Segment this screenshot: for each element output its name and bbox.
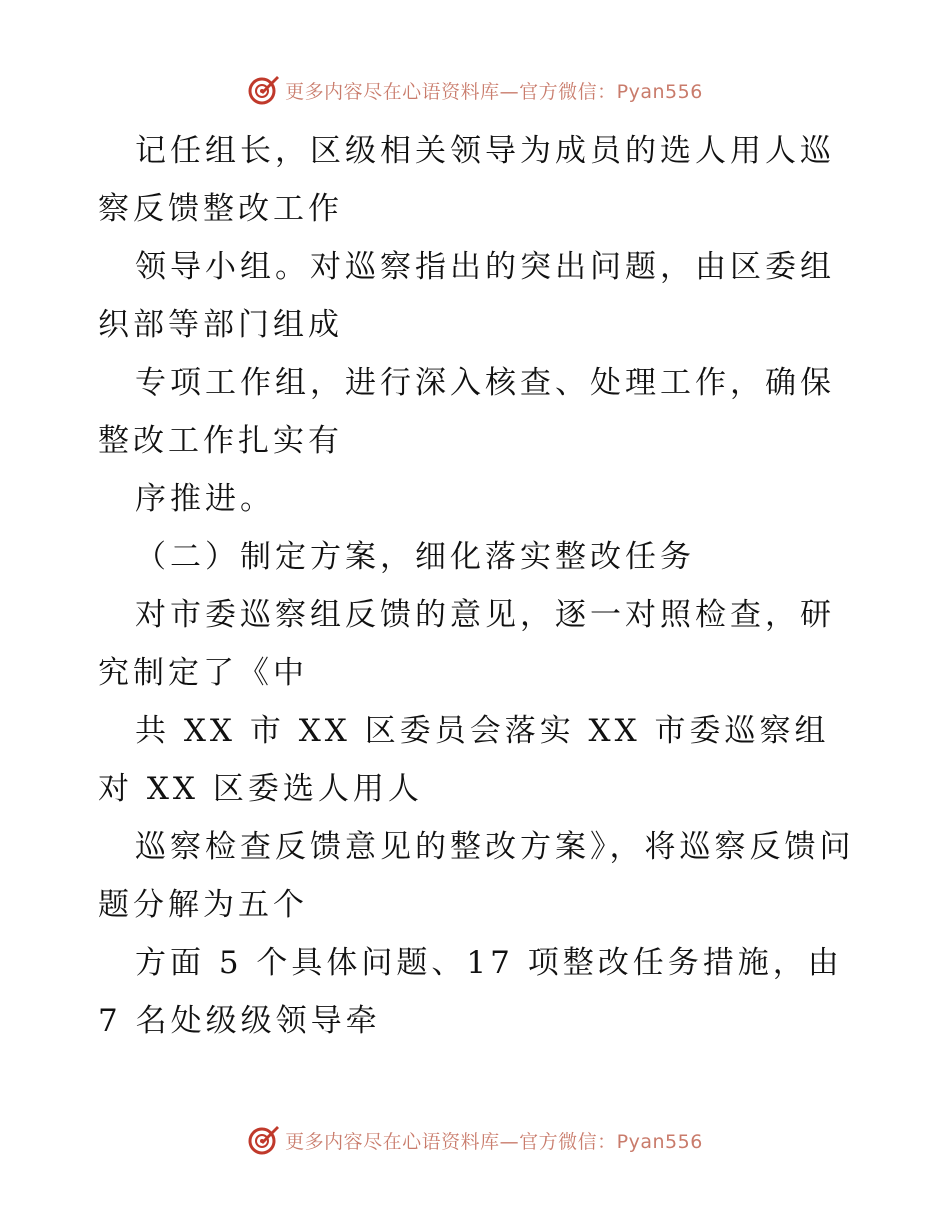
document-body xyxy=(98,122,858,1050)
paragraph-line-1: 记任组长，区级相关领导为成员的选人用人巡察反馈整改工作 xyxy=(98,133,835,227)
footer-banner xyxy=(0,1120,950,1160)
paragraph-line-6: 对市委巡察组反馈的意见，逐一对照检查，研究制定了《中 xyxy=(98,597,835,691)
paragraph-line-7: 共 XX 市 XX 区委员会落实 XX 市委巡察组对 XX 区委选人用人 xyxy=(98,713,830,807)
paragraph-line-8: 巡察检查反馈意见的整改方案》，将巡察反馈问题分解为五个 xyxy=(98,829,855,923)
section-heading: （二）制定方案，细化落实整改任务 xyxy=(135,539,695,575)
paragraph-line-4: 序推进。 xyxy=(135,481,275,517)
footer-banner-text: 更多内容尽在心语资料库—官方微信：Pyan556 xyxy=(285,1130,703,1153)
paragraph-line-9: 方面 5 个具体问题、17 项整改任务措施，由 7 名处级级领导牵 xyxy=(98,945,843,1039)
pen-nib-logo-icon xyxy=(247,1123,281,1157)
header-banner-text: 更多内容尽在心语资料库—官方微信：Pyan556 xyxy=(285,80,703,103)
header-banner xyxy=(0,70,950,110)
pen-nib-logo-icon xyxy=(247,73,281,107)
paragraph-line-2: 领导小组。对巡察指出的突出问题，由区委组织部等部门组成 xyxy=(98,249,835,343)
paragraph-line-3: 专项工作组，进行深入核查、处理工作，确保整改工作扎实有 xyxy=(98,365,835,459)
